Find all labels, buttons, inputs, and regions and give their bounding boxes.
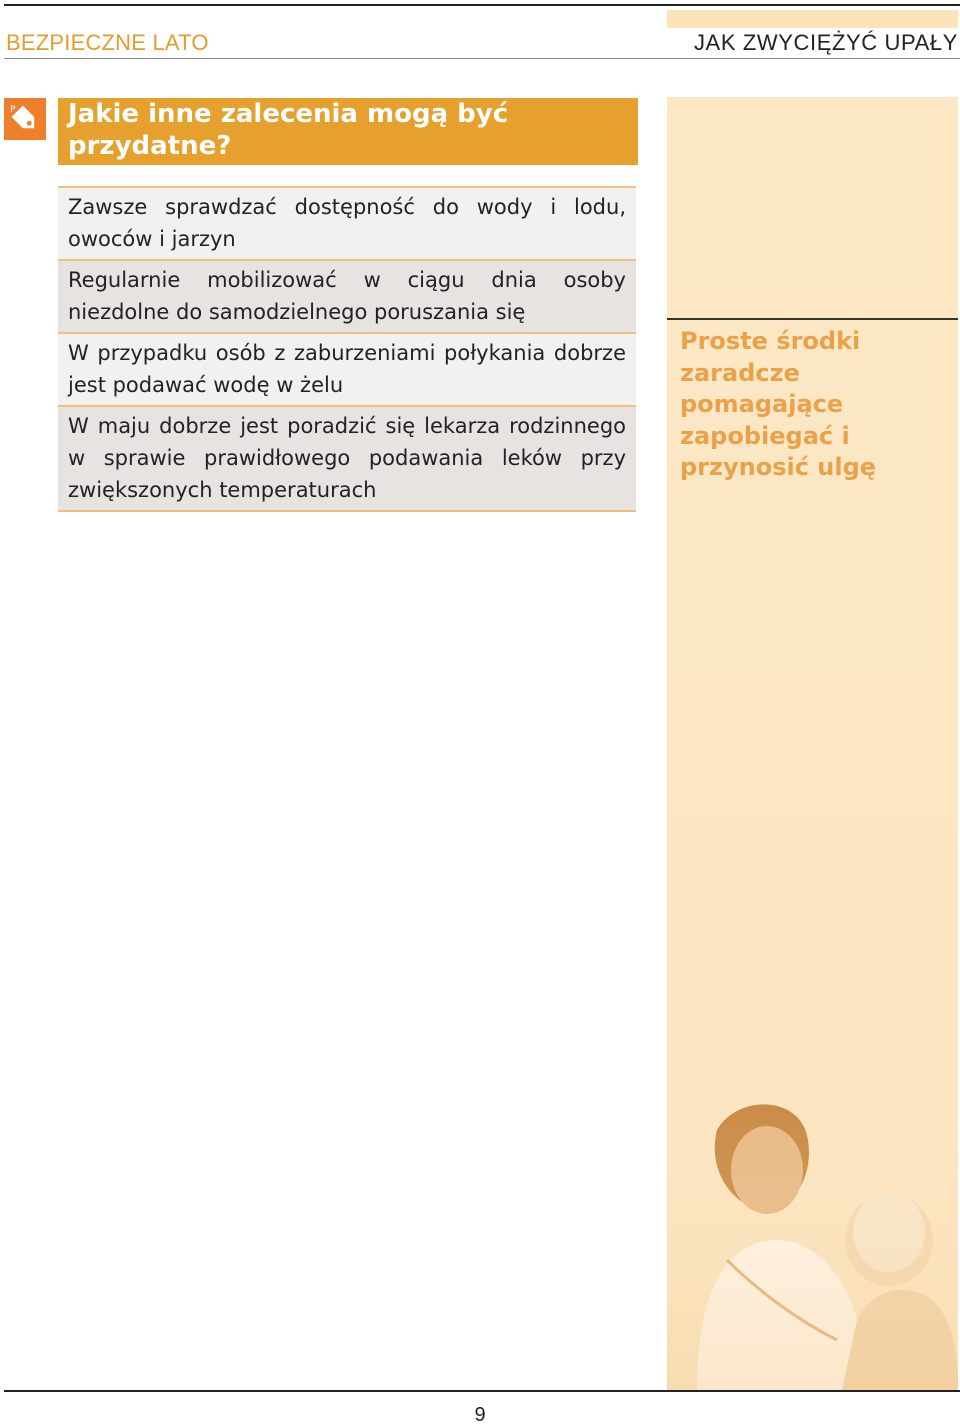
list-item: W maju dobrze jest poradzić się lekarza rodzinnego w sprawie prawidłowego podawania leków przy zwiększonych temperaturach bbox=[58, 405, 636, 510]
top-rule bbox=[4, 4, 960, 6]
page-number: 9 bbox=[474, 1404, 486, 1426]
list-item: W przypadku osób z zaburzeniami połykania dobrze jest podawać wodę w żelu bbox=[58, 332, 636, 405]
svg-text:P: P bbox=[10, 105, 16, 115]
sidebar-rule bbox=[667, 318, 958, 320]
list-item: Zawsze sprawdzać dostępność do wody i lodu, owoców i jarzyn bbox=[58, 186, 636, 259]
sidebar-top-band bbox=[667, 10, 958, 28]
running-header-right: JAK ZWYCIĘŻYĆ UPAŁY bbox=[693, 30, 958, 55]
bottom-rule bbox=[4, 1390, 960, 1392]
header-rule bbox=[4, 58, 960, 59]
tips-end-rule bbox=[58, 510, 636, 512]
section-title: Jakie inne zalecenia mogą być przydatne? bbox=[58, 98, 638, 165]
tag-icon bbox=[4, 98, 46, 140]
list-item: Regularnie mobilizować w ciągu dnia osoby niezdolne do samodzielnego poruszania się bbox=[58, 259, 636, 332]
sidebar-heading: Proste środki zaradcze pomagające zapobiegać i przynosić ulgę bbox=[680, 327, 877, 481]
caregiver-illustration bbox=[667, 1090, 958, 1390]
tips-list bbox=[58, 186, 636, 512]
running-header-left: BEZPIECZNE LATO bbox=[6, 30, 209, 55]
